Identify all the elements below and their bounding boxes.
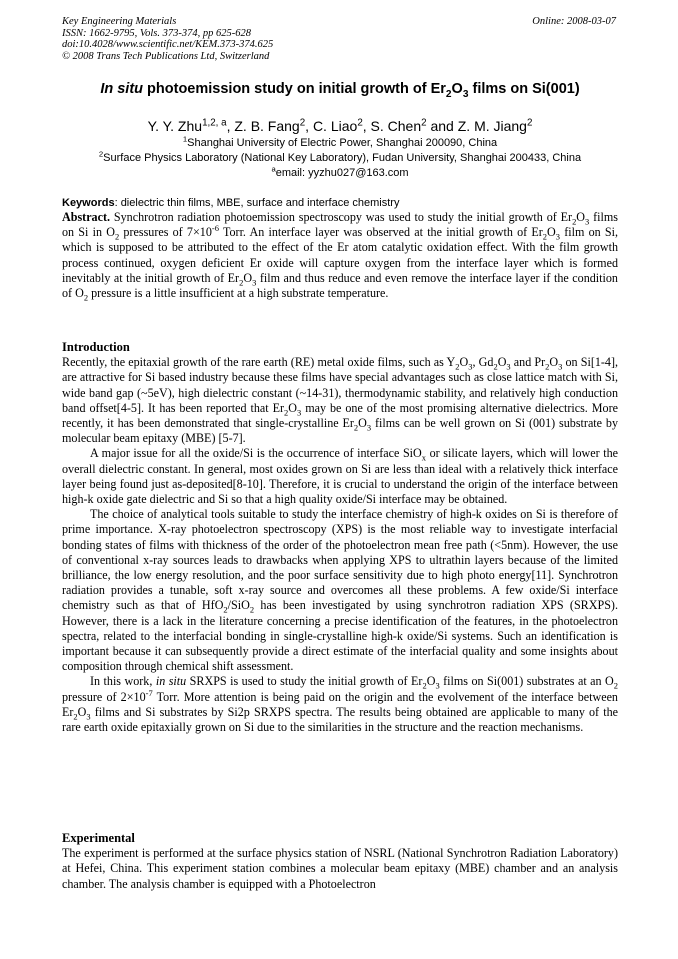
sup: -6 <box>211 223 219 234</box>
sub: 3 <box>86 711 91 722</box>
affil-text: Surface Physics Laboratory (National Key Laboratory), Fudan University, Shanghai 200433, China <box>103 152 582 164</box>
sub: 3 <box>435 680 440 691</box>
affil-sup: 2 <box>98 149 104 159</box>
abstract-text: Torr. An interface layer was observed at the initial growth of Er <box>218 225 543 240</box>
intro-text: O <box>497 355 507 370</box>
intro-text: O <box>549 355 559 370</box>
sub: 2 <box>223 604 228 615</box>
intro-text: SRXPS is used to study the initial growth of Er <box>186 674 423 689</box>
author-sup: 2 <box>357 117 363 129</box>
title-sub: 3 <box>462 88 469 100</box>
author-list <box>40 118 640 134</box>
email-text: email: yyzhu027@163.com <box>275 167 409 179</box>
author-sup: 2 <box>299 117 306 129</box>
intro-text: O <box>358 416 367 431</box>
sub: 3 <box>558 361 563 372</box>
sub: 2 <box>545 361 550 372</box>
author-email <box>40 164 640 180</box>
title-italic: In situ <box>100 81 144 97</box>
intro-text: films on Si(001) substrates at an O <box>439 674 614 689</box>
author: , Z. B. Fang <box>226 118 300 134</box>
sub: x <box>421 452 427 463</box>
intro-text: Recently, the epitaxial growth of the rare earth (RE) metal oxide films, such as Y <box>62 355 456 370</box>
sub: 2 <box>613 680 618 691</box>
title-sub: 2 <box>445 88 452 100</box>
author: Y. Y. Zhu <box>147 118 203 134</box>
intro-text: pressure of 2×10 <box>62 689 146 704</box>
sub: 2 <box>542 231 548 242</box>
copyright-line: © 2008 Trans Tech Publications Ltd, Switzerland <box>62 50 270 62</box>
sub: 3 <box>555 231 560 242</box>
intro-text: In this work, <box>90 674 156 689</box>
affil-text: Shanghai University of Electric Power, Shanghai 200090, China <box>187 137 498 149</box>
abstract-text: pressures of 7×10 <box>119 225 212 240</box>
sub: 2 <box>572 216 577 227</box>
sub: 2 <box>493 361 498 372</box>
sub: 2 <box>239 277 244 288</box>
intro-italic: in situ <box>155 674 187 689</box>
intro-text: films can be well grown on Si (001) substrate by molecular beam epitaxy (MBE) [5-7]. <box>62 416 618 446</box>
online-date: Online: 2008-03-07 <box>532 16 616 27</box>
abstract-text: O <box>576 210 586 224</box>
issn-line: ISSN: 1662-9795, Vols. 373-374, pp 625-628 <box>62 27 251 39</box>
abstract-text: O <box>243 270 253 285</box>
author-sup: 1,2, a <box>202 117 227 129</box>
sub: 2 <box>284 407 289 418</box>
journal-header <box>62 16 616 62</box>
sub: 2 <box>353 422 359 433</box>
abstract-label: Abstract. <box>62 210 111 224</box>
sup: -7 <box>145 687 153 698</box>
intro-text: O <box>288 400 297 415</box>
title-o: O <box>451 81 463 97</box>
affiliation-1 <box>40 134 640 150</box>
intro-text: has been investigated by using synchrotron radiation XPS (SRXPS). However, there is a lack in the literature concerning a precise identification of the features, in the photoelectron spectra, related to the interfacial bonding in single-crystalline high-k oxide/Si systems. Such an identification is important because it can subsequently provide a direct estimate of the interfacial quality and some insights about composition through chemical shift assessment. <box>62 598 618 674</box>
sub: 2 <box>249 604 255 615</box>
intro-text: Torr. More attention is being paid on the origin and the evolvement of the interface between Er <box>62 689 618 719</box>
intro-text: /SiO <box>227 598 250 613</box>
experimental-section <box>62 831 618 892</box>
intro-text: O <box>426 674 436 689</box>
sub: 3 <box>585 216 590 227</box>
keywords-label: Keywords <box>62 197 115 209</box>
abstract-text: films on Si in O <box>62 210 618 240</box>
sub: 3 <box>252 277 257 288</box>
intro-text: The choice of analytical tools suitable to study the interface chemistry of high-k oxides on Si is therefore of prime importance. X-ray photoelectron spectroscopy (XPS) is the most reliable way to investigate interfacial bonding states of films with thickness of the order of the photoelectron mean free path (<5nm). However, the use of conventional x-ray sources leads to drawbacks when applying XPS to ultrathin layers because of the limited brilliance, the low energy resolution, and the poor surface sensitivity due to high photo energy[11]. Synchrotron radiation provides a tunable, soft x-ray source and overcomes all these problems. A few oxide/Si interface chemistry such as that of HfO <box>62 507 618 613</box>
abstract-text: film on Si, which is supposed to be attributed to the effect of the Er atom catalytic oxidation effect. With the film growth process continued, oxygen deficient Er oxide will capture oxygen from the interface layer which is formed inevitably at the initial growth of Er <box>62 225 618 285</box>
abstract-text: pressure is a little insufficient at a high substrate temperature. <box>88 286 389 301</box>
introduction-heading: Introduction <box>62 340 130 354</box>
author-sup: 2 <box>421 117 427 129</box>
abstract-text: Synchrotron radiation photoemission spectroscopy was used to study the initial growth of Er <box>110 210 573 224</box>
author: , S. Chen <box>362 118 422 134</box>
doi-line: doi:10.4028/www.scientific.net/KEM.373-374.625 <box>62 39 274 50</box>
sub: 3 <box>296 407 302 418</box>
intro-text: and Pr <box>510 355 546 370</box>
sub: 3 <box>366 422 372 433</box>
intro-text: O <box>459 355 469 370</box>
intro-text: , Gd <box>472 355 494 370</box>
intro-text: on Si[1-4], are attractive for Si based industry because these films have special advantages such as close lattice match with Si, wide band gap (~5eV), high dielectric constant (~14-31), thermodynamic stability, and relatively high conduction band offset[4-5]. It has been reported that Er <box>62 355 619 415</box>
intro-text: O <box>77 704 87 719</box>
title-text: photoemission study on initial growth of Er <box>143 81 446 97</box>
experimental-heading: Experimental <box>62 831 135 845</box>
sub: 2 <box>83 292 89 303</box>
sub: 3 <box>468 361 473 372</box>
affiliation-2 <box>40 149 640 165</box>
intro-text: A major issue for all the oxide/Si is the occurrence of interface SiO <box>90 446 422 461</box>
intro-text: may be one of the most promising alternative dielectrics. More recently, it has been demonstrated that single-crystalline Er <box>62 400 618 431</box>
keywords-text: : dielectric thin films, MBE, surface and interface chemistry <box>114 197 400 209</box>
sub: 2 <box>422 680 427 691</box>
journal-name: Key Engineering Materials <box>62 16 177 27</box>
affil-sup: 1 <box>182 134 188 144</box>
sub: 2 <box>73 711 78 722</box>
abstract <box>62 210 618 301</box>
sub: 3 <box>506 361 511 372</box>
sub: 2 <box>455 361 460 372</box>
intro-text: films and Si substrates by Si2p SRXPS spectra. The results being obtained are applicable to many of the rare earth oxide epitaxially grown on Si due to the similarities in the structure and the reaction mechanisms. <box>62 704 618 735</box>
keywords <box>62 197 618 210</box>
abstract-text: film and thus reduce and even remove the interface layer if the condition of O <box>62 270 618 301</box>
sub: 2 <box>114 231 120 242</box>
author-sup: 2 <box>526 117 533 129</box>
introduction-section <box>62 340 618 735</box>
intro-text: or silicate layers, which will lower the overall dielectric constant. In general, most oxides grown on Si are less than ideal with a relatively thick interface layer being found just as-deposited[8-10]. Therefore, it is crucial to understand the origin of the interface between high-k oxide gate dielectric and Si so that a high quality oxide/Si interface may be obtained. <box>62 446 618 507</box>
abstract-text: O <box>547 225 556 240</box>
title-end: films on Si(001) <box>468 81 580 97</box>
paper-title <box>40 80 640 98</box>
experimental-text: The experiment is performed at the surface physics station of NSRL (National Synchrotron Radiation Laboratory) at Hefei, China. This experiment station combines a molecular beam epitaxy (MBE) chamber and an analysis chamber. The analysis chamber is equipped with a Photoelectron <box>62 846 618 891</box>
author: and Z. M. Jiang <box>426 118 527 134</box>
affil-sup: a <box>271 164 276 174</box>
author: , C. Liao <box>305 118 358 134</box>
